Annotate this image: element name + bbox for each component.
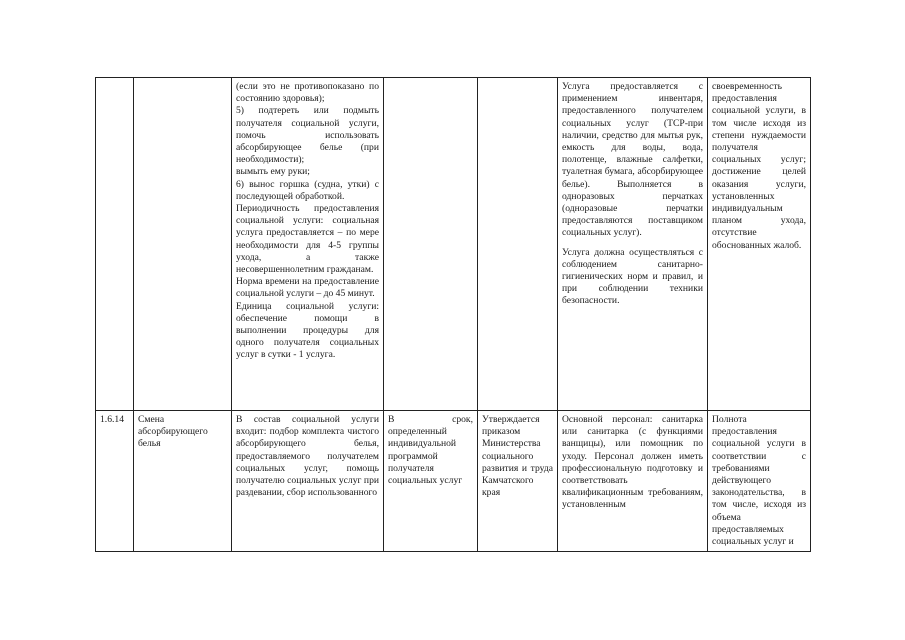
content-line: (если это не противопоказано по состоянию здоровья);: [236, 81, 379, 105]
cell-quality: [708, 78, 811, 411]
content-line: Единица социальной услуги: обеспечение помощи в выполнении процедуры для одного получателя социальных услуг в сутки - 1 услуга.: [236, 300, 379, 361]
cell-term: [384, 78, 478, 411]
cell-conditions: [558, 78, 708, 411]
cell-service-name: Смена абсорбирующего белья: [134, 411, 232, 552]
cell-tariff: [478, 78, 558, 411]
cell-tariff: Утверждается приказом Министерства социального развития и труда Камчатского края: [478, 411, 558, 552]
cell-number: [96, 78, 134, 411]
content-line: вымыть ему руки;: [236, 166, 310, 178]
conditions-text: Услуга предоставляется с применением инвентаря, предоставленного получателем социальных услуг (ТСР-при наличии, средство для мытья рук, емкость для воды, вода, полотенце, влажные салфетки, туалетная бумага, абсорбирующее белье). Выполняется в одноразовых перчатках (одноразовые перчатки предоставляются поставщиком социальных услуг).: [562, 81, 703, 239]
content-line: 5) подтереть или подмыть получателя социальной услуги, помочь использовать абсорбирующее белье (при необходимости);: [236, 105, 379, 166]
cell-conditions: Основной персонал: санитарка или санитарка (с функциями ванщицы), или помощник по уходу. Персонал должен иметь профессиональную подготовку и соответствовать квалификационным требованиям, установленным: [558, 411, 708, 552]
services-table: [95, 77, 811, 552]
cell-quality: Полнота предоставления социальной услуги в соответствии с требованиями действующего законодательства, в том числе, исходя из объема предоставляемых социальных услуг и: [708, 411, 811, 552]
cell-service-name: [134, 78, 232, 411]
quality-text: своевременность предоставления социальной услуги, в том числе исходя из степени нуждаемости получателя социальных услуг; достижение целей оказания услуги, установленных индивидуальным планом ухода, отсутствие обоснованных жалоб.: [712, 81, 806, 251]
cell-service-content: [232, 78, 384, 411]
cell-number: 1.6.14: [96, 411, 134, 552]
content-line: 6) вынос горшка (судна, утки) с последующей обработкой.: [236, 178, 379, 202]
content-line: Норма времени на предоставление социальной услуги – до 45 минут.: [236, 276, 379, 300]
table-row: [96, 411, 811, 552]
cell-service-content: В состав социальной услуги входит: подбор комплекта чистого абсорбирующего белья, предоставляемого получателем социальных услуг, помощь получателю социальных услуг при раздевании, сбор использованного: [232, 411, 384, 552]
content-line: Периодичность предоставления социальной услуги: социальная услуга предоставляется – по мере необходимости для 4-5 группы ухода, а также несовершеннолетним гражданам.: [236, 203, 379, 276]
table-row: [96, 78, 811, 411]
conditions-text: Услуга должна осуществляться с соблюдением санитарно-гигиенических норм и правил, и при соблюдении техники безопасности.: [562, 246, 703, 307]
cell-term: В срок, определенный индивидуальной программой получателя социальных услуг: [384, 411, 478, 552]
